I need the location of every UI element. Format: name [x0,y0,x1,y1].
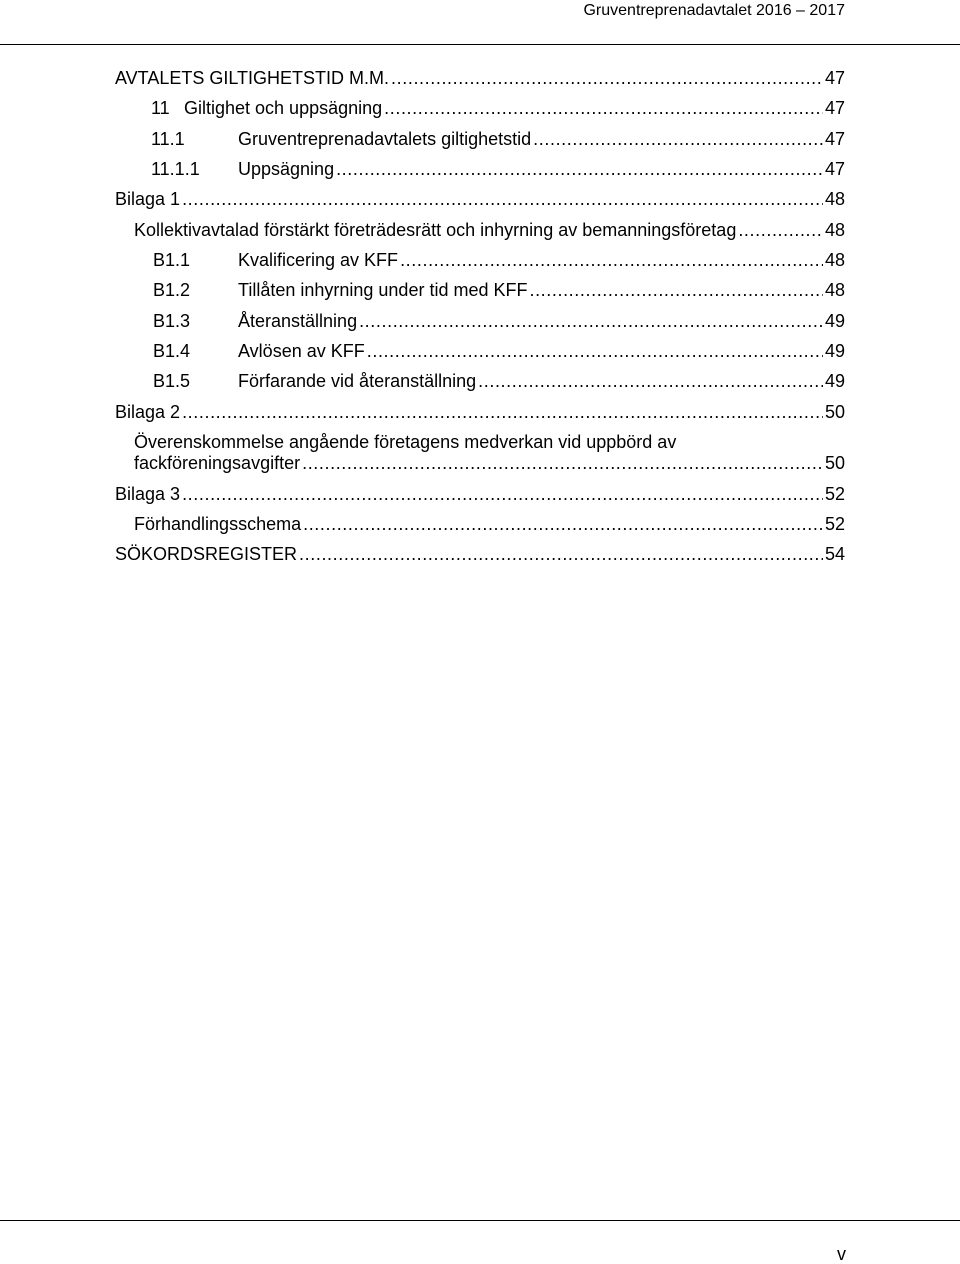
toc-entry-title: Avlösen av KFF [238,341,365,361]
toc-entry-number: 11 [151,98,170,118]
toc-entry-title: Bilaga 1 [115,189,181,209]
toc-entry-number: 11.1.1 [151,159,200,179]
toc-leader [182,484,823,504]
toc-entry-page: 48 [824,189,845,209]
footer-page-number: v [837,1244,846,1264]
toc-entry-page: 49 [824,371,845,391]
toc-entry-page: 49 [824,311,845,331]
toc-entry-title: Bilaga 2 [115,402,181,422]
toc-entry-title: Gruventreprenadavtalets giltighetstid [238,129,532,149]
toc-leader [533,129,823,149]
toc-entry-page: 47 [824,129,845,149]
toc-entry-page: 54 [824,544,845,564]
toc-entry-title: Tillåten inhyrning under tid med KFF [238,280,528,300]
toc-entry-number: B1.4 [153,341,191,361]
toc-entry-title: fackföreningsavgifter [134,453,301,473]
toc-leader [478,371,823,391]
toc-leader [391,68,823,88]
toc-leader [182,189,823,209]
toc-entry-page: 48 [824,250,845,270]
toc-entry-page: 47 [824,98,845,118]
toc-entry-title: Kollektivavtalad förstärkt företrädesrätt och inhyrning av bemanningsföretag [134,220,737,240]
toc-entry-title: Förfarande vid återanställning [238,371,477,391]
toc-leader [303,514,823,534]
toc-entry-page: 48 [824,280,845,300]
toc-leader [400,250,823,270]
toc-entry-number: B1.5 [153,371,191,391]
toc-entry-title: Överenskommelse angående företagens medverkan vid uppbörd av [134,432,677,452]
toc-entry-title: SÖKORDSREGISTER [115,544,298,564]
toc-entry-number: 11.1 [151,129,185,149]
toc-leader [182,402,823,422]
toc-entry-title: Bilaga 3 [115,484,181,504]
toc-leader [359,311,823,331]
toc-entry-title: Förhandlingsschema [134,514,302,534]
toc-leader [336,159,823,179]
header-title: Gruventreprenadavtalet 2016 – 2017 [583,2,845,19]
toc-entry-title: Giltighet och uppsägning [184,98,383,118]
toc-leader [299,544,823,564]
toc-entry-title: Återanställning [238,311,358,331]
toc-entry-page: 49 [824,341,845,361]
toc-leader [738,220,823,240]
toc-entry-page: 47 [824,159,845,179]
toc-entry-page: 52 [824,514,845,534]
toc-leader [367,341,823,361]
page-header [0,0,960,46]
toc-leader [302,453,823,473]
toc-entry-title: Uppsägning [238,159,335,179]
toc-leader [529,280,823,300]
header-rule [0,44,960,45]
toc-leader [384,98,823,118]
toc-entry-page: 50 [824,402,845,422]
toc-entry-page: 50 [824,453,845,473]
toc-entry-page: 47 [824,68,845,88]
toc-entry-number: B1.2 [153,280,191,300]
footer-rule [0,1220,960,1221]
toc-entry-page: 52 [824,484,845,504]
toc-entry-title: Kvalificering av KFF [238,250,399,270]
toc-entry-title: AVTALETS GILTIGHETSTID M.M. [115,68,390,88]
toc-entry-page: 48 [824,220,845,240]
toc-entry-number: B1.1 [153,250,191,270]
toc-entry-number: B1.3 [153,311,191,331]
